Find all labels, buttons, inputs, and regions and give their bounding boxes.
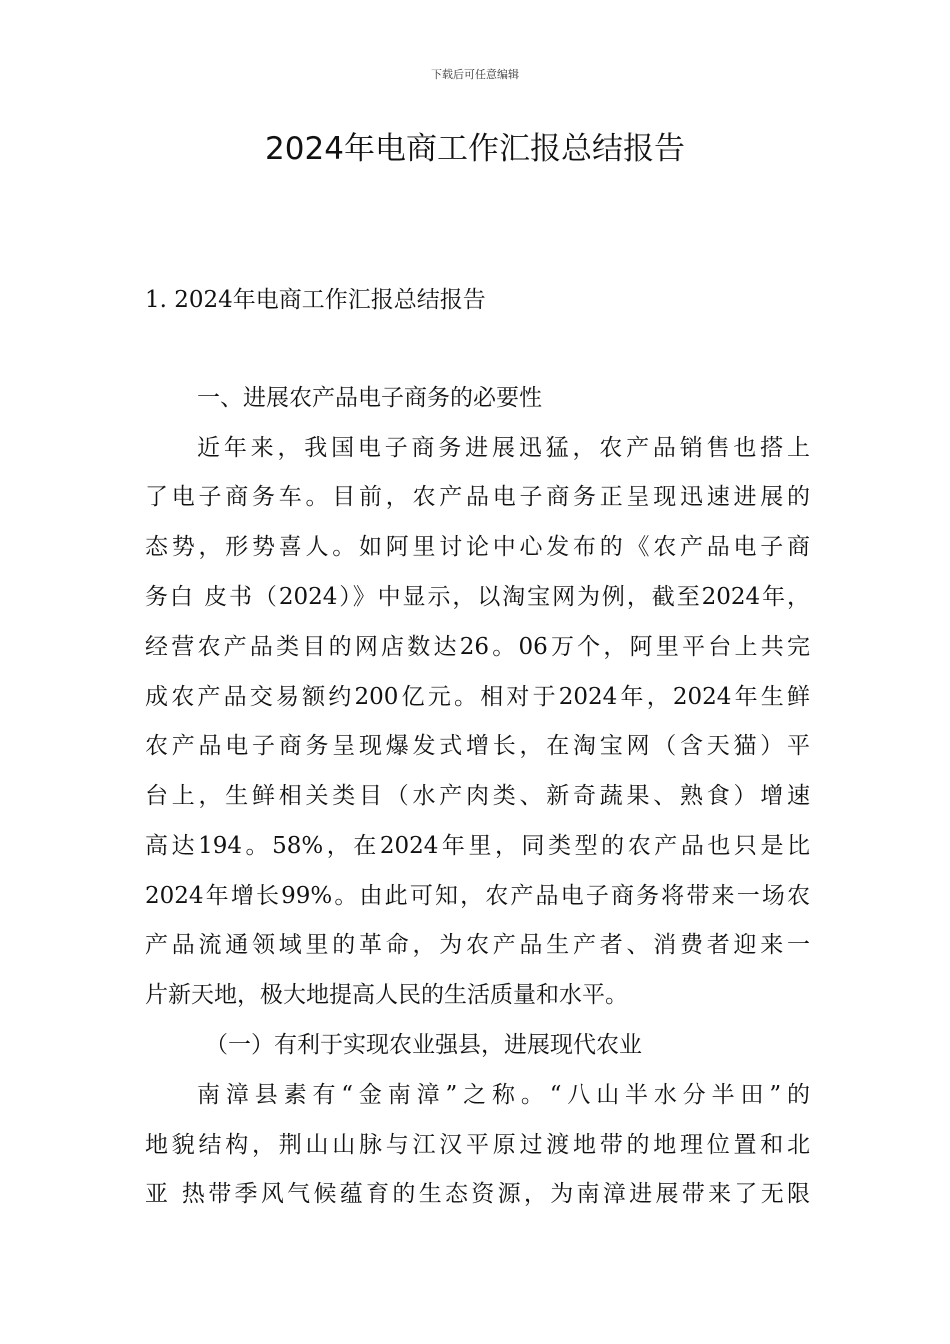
paragraph-1-line-9: 高达194。58%，在2024年里，同类型的农产品也只是比: [145, 833, 810, 859]
paragraph-2-line-2: 地貌结构，荆山山脉与江汉平原过渡地带的地理位置和北: [145, 1132, 810, 1158]
paragraph-1-line-3: 态势，形势喜人。如阿里讨论中心发布的《农产品电子商: [145, 534, 810, 560]
paragraph-1-line-5: 经营农产品类目的网店数达26。06万个，阿里平台上共完: [145, 634, 810, 660]
paragraph-1-line-2: 了电子商务车。目前，农产品电子商务正呈现迅速进展的: [145, 484, 810, 510]
paragraph-2-line-3: 亚 热带季风气候蕴育的生态资源，为南漳进展带来了无限: [145, 1181, 810, 1207]
document-title: 2024年电商工作汇报总结报告: [265, 131, 685, 167]
header-note: 下载后可任意编辑: [431, 68, 519, 81]
paragraph-2-line-1: 南漳县素有“金南漳”之称。“八山半水分半田”的: [197, 1082, 810, 1108]
paragraph-1-line-11: 产品流通领域里的革命，为农产品生产者、消费者迎来一: [145, 932, 810, 958]
section-title: 1. 2024年电商工作汇报总结报告: [145, 287, 486, 313]
paragraph-1-line-8: 台上，生鲜相关类目（水产肉类、新奇蔬果、熟食）增速: [145, 783, 810, 809]
paragraph-1-line-10: 2024年增长99%。由此可知，农产品电子商务将带来一场农: [145, 883, 810, 909]
paragraph-1-line-4: 务白 皮书（2024）》中显示，以淘宝网为例，截至2024年，: [145, 584, 810, 610]
paragraph-1-line-12: 片新天地，极大地提高人民的生活质量和水平。: [145, 982, 628, 1008]
subheading-1: （一）有利于实现农业强县，进展现代农业: [205, 1032, 642, 1058]
paragraph-1-line-7: 农产品电子商务呈现爆发式增长，在淘宝网（含天猫）平: [145, 733, 810, 759]
paragraph-1-line-6: 成农产品交易额约200亿元。相对于2024年，2024年生鲜: [145, 684, 810, 710]
paragraph-1-line-1: 近年来，我国电子商务进展迅猛，农产品销售也搭上: [197, 435, 810, 461]
heading-1: 一、进展农产品电子商务的必要性: [197, 385, 542, 411]
